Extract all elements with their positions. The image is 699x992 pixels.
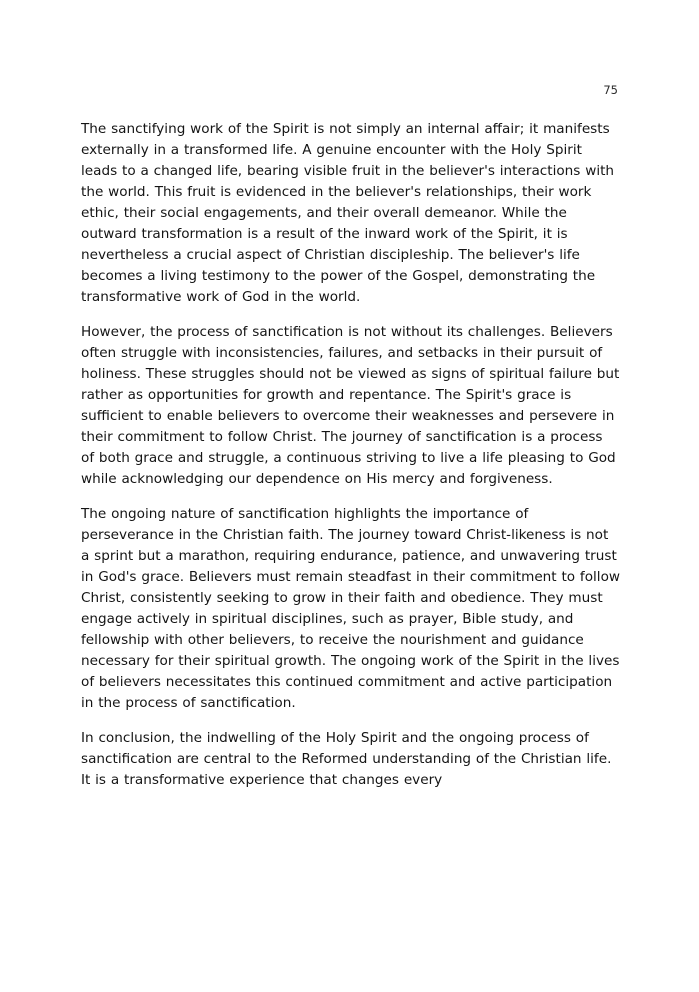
page-content	[81, 119, 620, 805]
paragraph-3: The ongoing nature of sanctification highlights the importance of perseverance in the Christian faith. The journey toward Christ-likeness is not a sprint but a marathon, requiring endurance, patience, and unwavering trust in God's grace. Believers must remain steadfast in their commitment to follow Christ, consistently seeking to grow in their faith and obedience. They must engage actively in spiritual disciplines, such as prayer, Bible study, and fellowship with other believers, to receive the nourishment and guidance necessary for their spiritual growth. The ongoing work of the Spirit in the lives of believers necessitates this continued commitment and active participation in the process of sanctification.	[81, 506, 621, 711]
paragraph-4: In conclusion, the indwelling of the Holy Spirit and the ongoing process of sanctification are central to the Reformed understanding of the Christian life. It is a transformative experience that changes every	[81, 730, 612, 788]
paragraph-2: However, the process of sanctification is not without its challenges. Believers often struggle with inconsistencies, failures, and setbacks in their pursuit of holiness. These struggles should not be viewed as signs of spiritual failure but rather as opportunities for growth and repentance. The Spirit's grace is sufficient to enable believers to overcome their weaknesses and persevere in their commitment to follow Christ. The journey of sanctification is a process of both grace and struggle, a continuous striving to live a life pleasing to God while acknowledging our dependence on His mercy and forgiveness.	[81, 324, 620, 487]
page-number: 75	[603, 83, 618, 97]
paragraph-1: The sanctifying work of the Spirit is not simply an internal affair; it manifests externally in a transformed life. A genuine encounter with the Holy Spirit leads to a changed life, bearing visible fruit in the believer's interactions with the world. This fruit is evidenced in the believer's relationships, their work ethic, their social engagements, and their overall demeanor. While the outward transformation is a result of the inward work of the Spirit, it is nevertheless a crucial aspect of Christian discipleship. The believer's life becomes a living testimony to the power of the Gospel, demonstrating the transformative work of God in the world.	[81, 121, 615, 305]
